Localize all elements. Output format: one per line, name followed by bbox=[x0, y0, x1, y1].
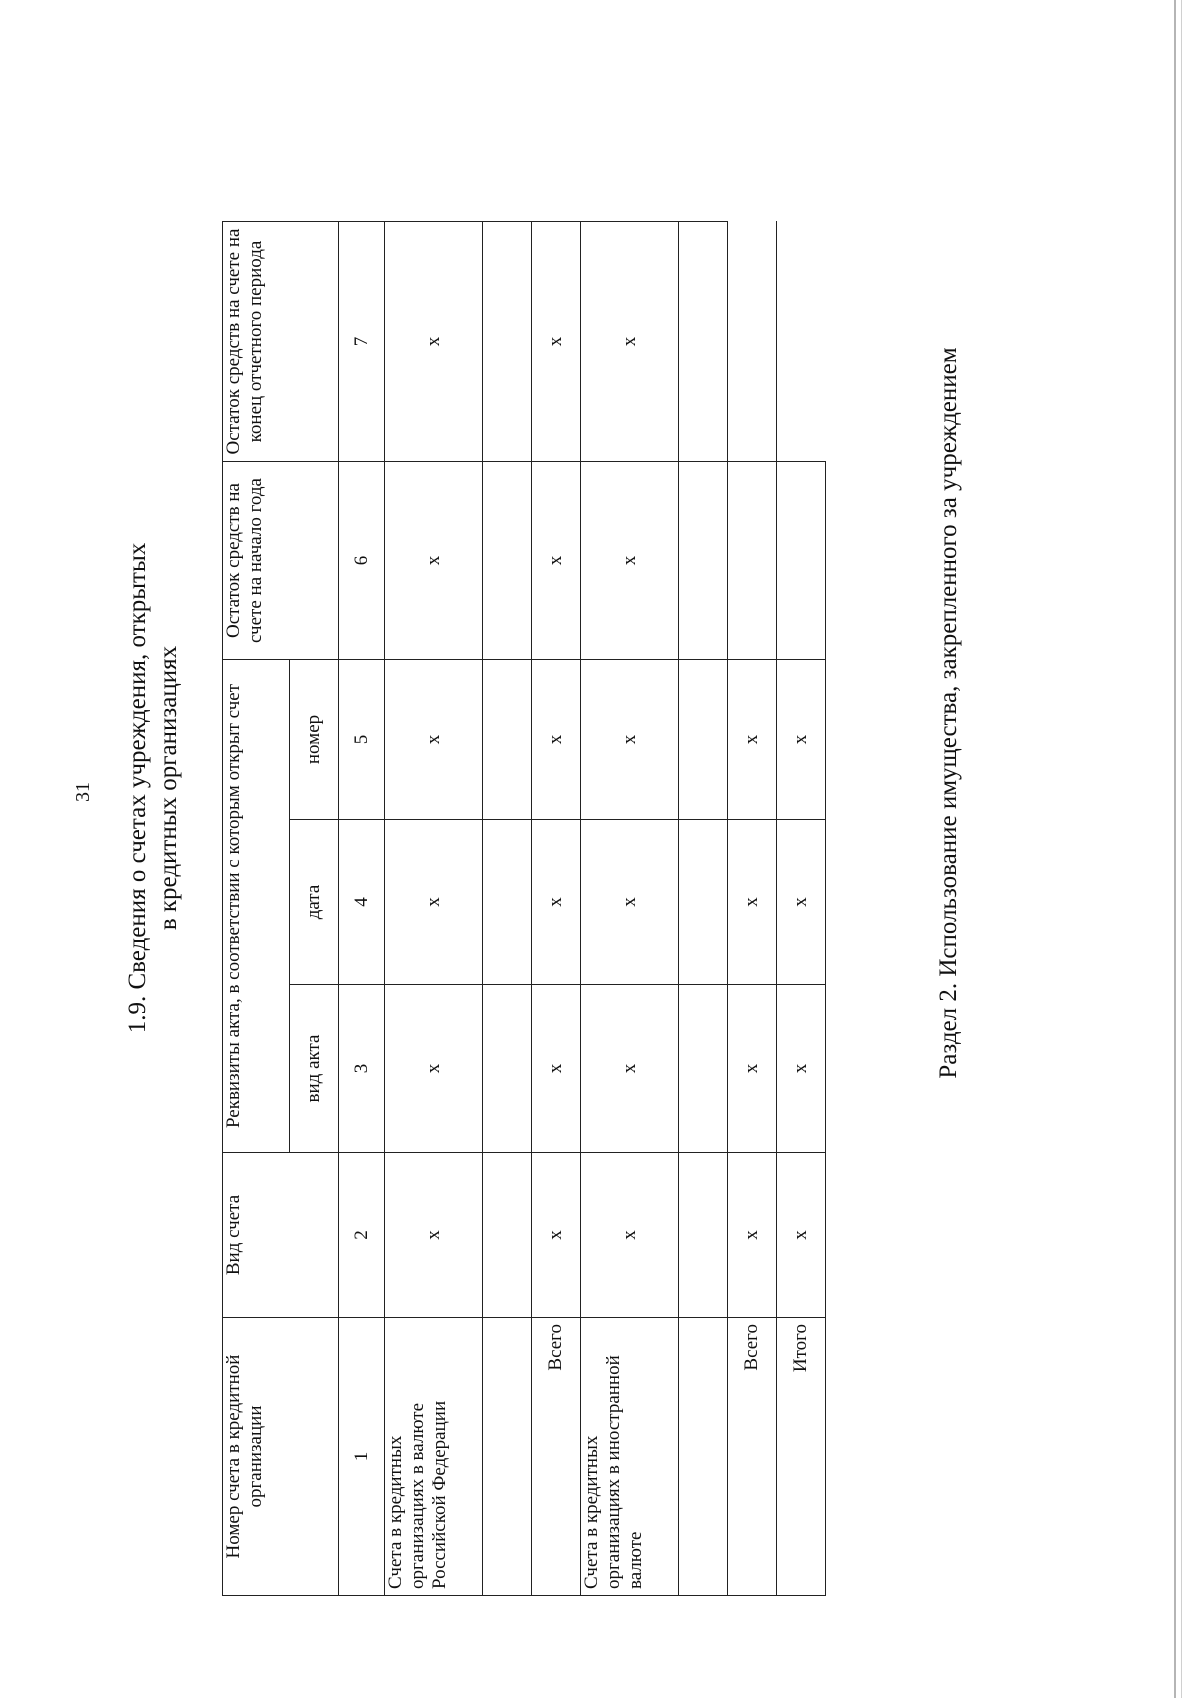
table-row bbox=[385, 222, 483, 1596]
table-cell bbox=[483, 462, 532, 660]
table-cell bbox=[679, 1153, 728, 1318]
table-cell bbox=[679, 985, 728, 1153]
section-title-line-1: 1.9. Сведения о счетах учреждения, открытых bbox=[124, 542, 151, 1034]
accounts-table bbox=[222, 221, 826, 1596]
table-row bbox=[728, 222, 777, 1596]
table-cell: x bbox=[581, 1153, 679, 1318]
table-row bbox=[581, 222, 679, 1596]
section-title-line-2: в кредитных организациях bbox=[155, 645, 182, 931]
section-2-title: Раздел 2. Использование имущества, закрепленного за учреждением bbox=[935, 347, 962, 1079]
table-cell: x bbox=[532, 985, 581, 1153]
table-cell bbox=[483, 1153, 532, 1318]
header-balance-start: Остаток средств на счете на начало года bbox=[223, 462, 339, 660]
table-cell: x bbox=[728, 820, 777, 985]
table-cell bbox=[728, 222, 777, 462]
column-number-row bbox=[339, 222, 385, 1596]
table-cell bbox=[679, 462, 728, 660]
table-cell: x bbox=[581, 222, 679, 462]
header-act-type: вид акта bbox=[290, 985, 339, 1153]
row-label bbox=[483, 1318, 532, 1596]
table-row bbox=[679, 222, 728, 1596]
table-cell: x bbox=[581, 462, 679, 660]
column-number: 2 bbox=[339, 1153, 385, 1318]
table-cell bbox=[679, 820, 728, 985]
table-cell: x bbox=[532, 462, 581, 660]
table-cell bbox=[777, 462, 826, 660]
table-cell: x bbox=[385, 1153, 483, 1318]
table-cell: x bbox=[532, 222, 581, 462]
table-header-row bbox=[223, 222, 290, 1596]
header-account-type: Вид счета bbox=[223, 1153, 339, 1318]
table-cell: x bbox=[777, 1153, 826, 1318]
table-cell bbox=[679, 660, 728, 820]
table-cell: x bbox=[581, 985, 679, 1153]
column-number: 7 bbox=[339, 222, 385, 462]
table-cell: x bbox=[532, 660, 581, 820]
subtotal-label: Всего bbox=[728, 1318, 777, 1596]
table-cell bbox=[483, 820, 532, 985]
table-cell bbox=[728, 462, 777, 660]
column-number: 4 bbox=[339, 820, 385, 985]
table-cell bbox=[483, 660, 532, 820]
table-cell: x bbox=[385, 985, 483, 1153]
table-cell: x bbox=[385, 222, 483, 462]
column-number: 1 bbox=[339, 1318, 385, 1596]
table-cell: x bbox=[728, 985, 777, 1153]
page-number: 31 bbox=[72, 782, 94, 802]
table-cell: x bbox=[581, 660, 679, 820]
table-cell bbox=[679, 222, 728, 462]
table-row bbox=[777, 222, 826, 1596]
table-cell: x bbox=[777, 820, 826, 985]
table-cell: x bbox=[581, 820, 679, 985]
table-cell: x bbox=[532, 1153, 581, 1318]
total-label: Итого bbox=[777, 1318, 826, 1596]
table-cell: x bbox=[385, 462, 483, 660]
header-account-number: Номер счета в кредитной организации bbox=[223, 1318, 339, 1596]
table-cell bbox=[483, 985, 532, 1153]
table-cell: x bbox=[532, 820, 581, 985]
column-number: 6 bbox=[339, 462, 385, 660]
table-cell: x bbox=[728, 660, 777, 820]
table-cell: x bbox=[385, 660, 483, 820]
table-row bbox=[483, 222, 532, 1596]
table-cell bbox=[777, 222, 826, 462]
header-act-date: дата bbox=[290, 820, 339, 985]
table-cell: x bbox=[728, 1153, 777, 1318]
header-balance-end: Остаток средств на счете на конец отчетного периода bbox=[223, 222, 339, 462]
table-cell bbox=[483, 222, 532, 462]
table-cell: x bbox=[777, 985, 826, 1153]
column-number: 5 bbox=[339, 660, 385, 820]
subtotal-label: Всего bbox=[532, 1318, 581, 1596]
table-cell: x bbox=[777, 660, 826, 820]
header-act-number: номер bbox=[290, 660, 339, 820]
table-cell: x bbox=[385, 820, 483, 985]
row-label: Счета в кредитных организациях в валюте Российской Федерации bbox=[385, 1318, 483, 1596]
column-number: 3 bbox=[339, 985, 385, 1153]
row-label bbox=[679, 1318, 728, 1596]
section-title bbox=[122, 438, 184, 1138]
table-row bbox=[532, 222, 581, 1596]
row-label: Счета в кредитных организациях в иностранной валюте bbox=[581, 1318, 679, 1596]
header-act-requisites: Реквизиты акта, в соответствии с которым открыт счет bbox=[223, 660, 290, 1153]
